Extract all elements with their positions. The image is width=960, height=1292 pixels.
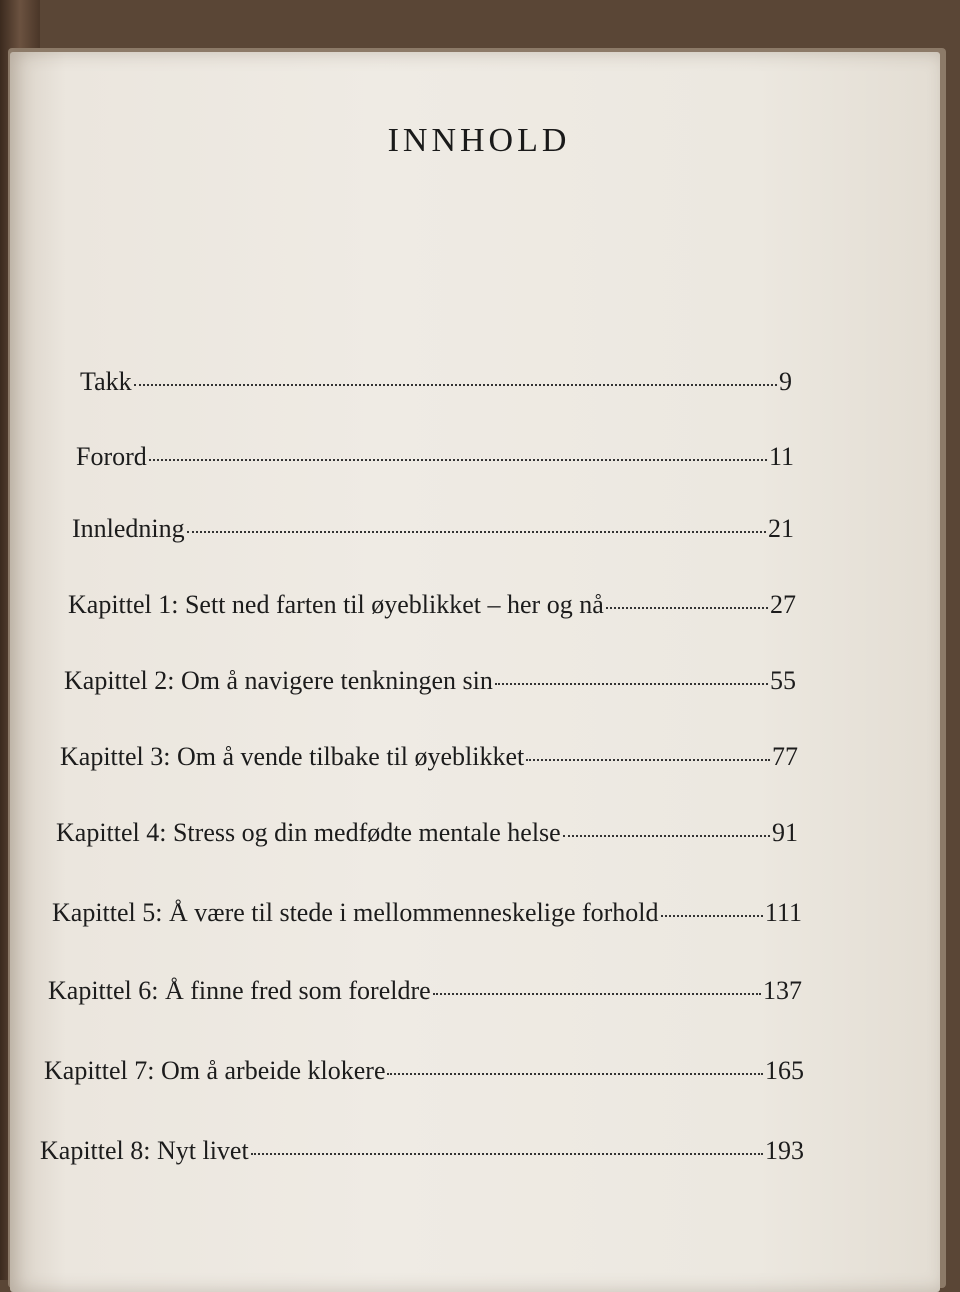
- toc-dot-leader: [134, 384, 777, 386]
- toc-dot-leader: [251, 1153, 763, 1155]
- toc-entry-kapittel-6: [48, 976, 802, 1006]
- toc-dot-leader: [563, 835, 770, 837]
- toc-entry-kapittel-5: [52, 898, 802, 928]
- toc-entry-label: Kapittel 3: Om å vende tilbake til øyeblikket: [60, 742, 525, 771]
- toc-entry-takk: [80, 367, 792, 397]
- toc-entry-innledning: [72, 514, 794, 544]
- book-page: [10, 52, 940, 1292]
- toc-entry-kapittel-7: [44, 1056, 804, 1086]
- toc-entry-label: Forord: [76, 442, 147, 471]
- toc-dot-leader: [187, 531, 766, 533]
- toc-page-number: 165: [765, 1056, 804, 1085]
- toc-dot-leader: [526, 759, 770, 761]
- toc-dot-leader: [606, 607, 768, 609]
- toc-entry-label: Kapittel 4: Stress og din medfødte mentale helse: [56, 818, 561, 847]
- toc-page-number: 55: [770, 666, 796, 695]
- toc-entry-label: Kapittel 5: Å være til stede i mellommenneskelige forhold: [52, 898, 659, 927]
- toc-dot-leader: [387, 1073, 763, 1075]
- toc-entry-label: Kapittel 6: Å finne fred som foreldre: [48, 976, 431, 1005]
- toc-page-number: 111: [764, 898, 802, 927]
- toc-entry-kapittel-2: [64, 666, 796, 696]
- toc-entry-label: Innledning: [72, 514, 185, 543]
- toc-dot-leader: [433, 993, 761, 995]
- toc-dot-leader: [495, 683, 768, 685]
- toc-entry-kapittel-8: [40, 1136, 804, 1166]
- toc-page-number: 11: [768, 442, 794, 471]
- toc-page-number: 137: [763, 976, 802, 1005]
- toc-entry-label: Kapittel 1: Sett ned farten til øyeblikket – her og nå: [68, 590, 604, 619]
- toc-entry-label: Kapittel 2: Om å navigere tenkningen sin: [64, 666, 493, 695]
- toc-page-number: 9: [779, 367, 792, 396]
- page-title: INNHOLD: [387, 122, 571, 159]
- toc-page-number: 77: [772, 742, 798, 771]
- table-of-contents: [10, 52, 940, 1292]
- toc-entry-forord: [76, 442, 794, 472]
- toc-entry-kapittel-4: [56, 818, 798, 848]
- toc-dot-leader: [661, 915, 763, 917]
- toc-entry-kapittel-3: [60, 742, 798, 772]
- toc-entry-kapittel-1: [68, 590, 796, 620]
- toc-page-number: 27: [770, 590, 796, 619]
- toc-page-number: 21: [768, 514, 794, 543]
- toc-dot-leader: [149, 459, 767, 461]
- toc-entry-label: Takk: [80, 367, 132, 396]
- toc-page-number: 91: [772, 818, 798, 847]
- toc-entry-label: Kapittel 7: Om å arbeide klokere: [44, 1056, 386, 1085]
- toc-page-number: 193: [765, 1136, 804, 1165]
- toc-entry-label: Kapittel 8: Nyt livet: [40, 1136, 249, 1165]
